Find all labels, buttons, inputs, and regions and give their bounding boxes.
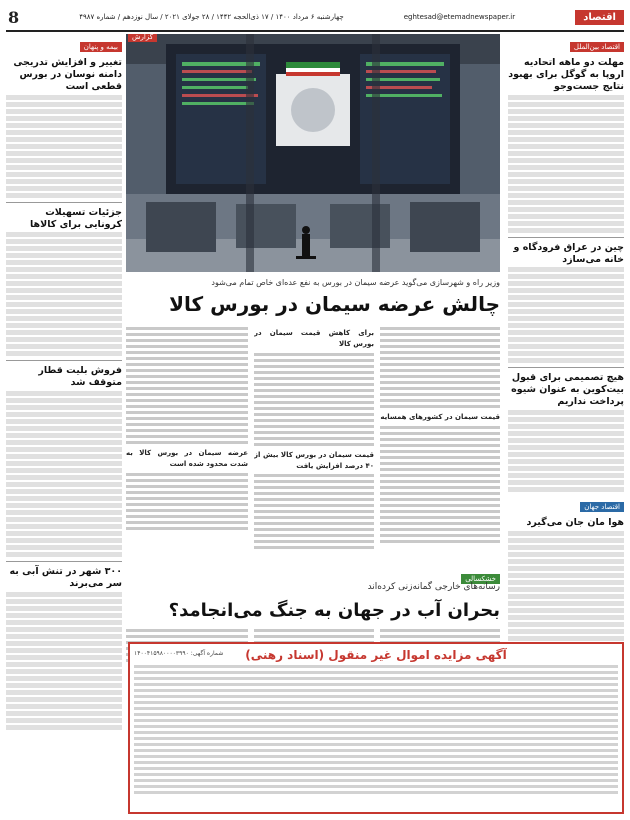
page-number: 8: [8, 7, 20, 27]
left-story4-body: [6, 592, 122, 730]
main-title: چالش عرضه سیمان در بورس کالا: [169, 292, 500, 316]
right-story2-title: چین در عراق فرودگاه و خانه می‌سازد: [513, 241, 624, 265]
dateline: چهارشنبه ۶ مرداد ۱۴۰۰ / ۱۷ ذی‌الحجه ۱۴۴۲ / ۲۸ جولای ۲۰۲۱ / سال نوزدهم / شماره ۴۹۸۷: [79, 13, 344, 21]
left-story3-body: [6, 391, 122, 557]
left-story2-title: جزئیات تسهیلات کرونایی برای کالاها: [29, 206, 122, 230]
right-story3-title: هیچ تصمیمی برای قبول بیت‌کوین به عنوان شیوه پرداخت نداریم: [511, 372, 624, 408]
auction-body: [134, 665, 618, 794]
auction-meta: شماره آگهی: ۱۴۰۰۴۱۵۹۸۰۰۰۰۳۹۹۰: [134, 650, 224, 657]
auction-title: آگهی مزایده اموال غیر منقول (اسناد رهنی): [245, 648, 507, 662]
main-subhead-1: قیمت سیمان در کشور‌های همسایه: [380, 413, 500, 421]
left-column: [6, 34, 122, 814]
water-tag: خشکسالی: [461, 574, 500, 584]
main-text-col-2: [254, 324, 374, 574]
main-text-col-1: [380, 324, 500, 574]
main-kicker: وزیر راه و شهرسازی می‌گوید عرضه سیمان در بورس به نفع عده‌ای خاص تمام می‌شود: [211, 278, 500, 287]
right-story4-title: هوا مان جان می‌گیرد: [526, 517, 624, 528]
right-story3-body: [508, 410, 624, 492]
water-kicker: رسانه‌های خارجی گمانه‌زنی کرده‌اند: [367, 582, 500, 592]
section-title: اقتصاد: [575, 10, 624, 25]
left-story3-title: فروش بلیت قطار متوقف شد: [38, 365, 122, 389]
water-title: بحران آب در جهان به جنگ می‌انجامد؟: [168, 600, 500, 621]
right-tag-2: اقتصاد جهان: [580, 502, 624, 512]
left-tag: بیمه و پنهان: [80, 42, 122, 52]
main-subhead-2: برای کاهش قیمت سیمان در بورس کالا: [254, 329, 374, 348]
left-story1-body: [6, 95, 122, 198]
right-tag-1: اقتصاد بین‌الملل: [570, 42, 624, 52]
left-story1-title: تغییر و افزایش تدریجی دامنه نوسان در بورس قطعی است: [13, 57, 122, 92]
right-story1-title: مهلت دو ماهه اتحادیه اروپا به گوگل برای بهبود نتایج جست‌وجو: [508, 57, 624, 92]
right-story1-body: [508, 95, 624, 233]
main-subhead-4: عرضه سیمان در بورس کالا به شدت محدود شده است: [126, 449, 248, 468]
header-rule: [6, 30, 624, 32]
right-story2-body: [508, 267, 624, 363]
page-header: [6, 6, 624, 28]
auction-notice: [128, 642, 624, 814]
main-tag: گزارش: [128, 34, 157, 42]
left-story2-body: [6, 232, 122, 356]
stock-exchange-illustration: [126, 34, 500, 272]
main-text-col-3: [126, 324, 248, 574]
email[interactable]: eghtesad@etemadnewspaper.ir: [403, 13, 516, 21]
left-story4-title: ۳۰۰ شهر در تنش آبی به سر می‌برند: [9, 566, 122, 589]
stock-exchange-photo: [126, 34, 500, 272]
main-subhead-3: قیمت سیمان در بورس کالا بیش از ۴۰ درصد افزایش یافت: [254, 450, 374, 470]
